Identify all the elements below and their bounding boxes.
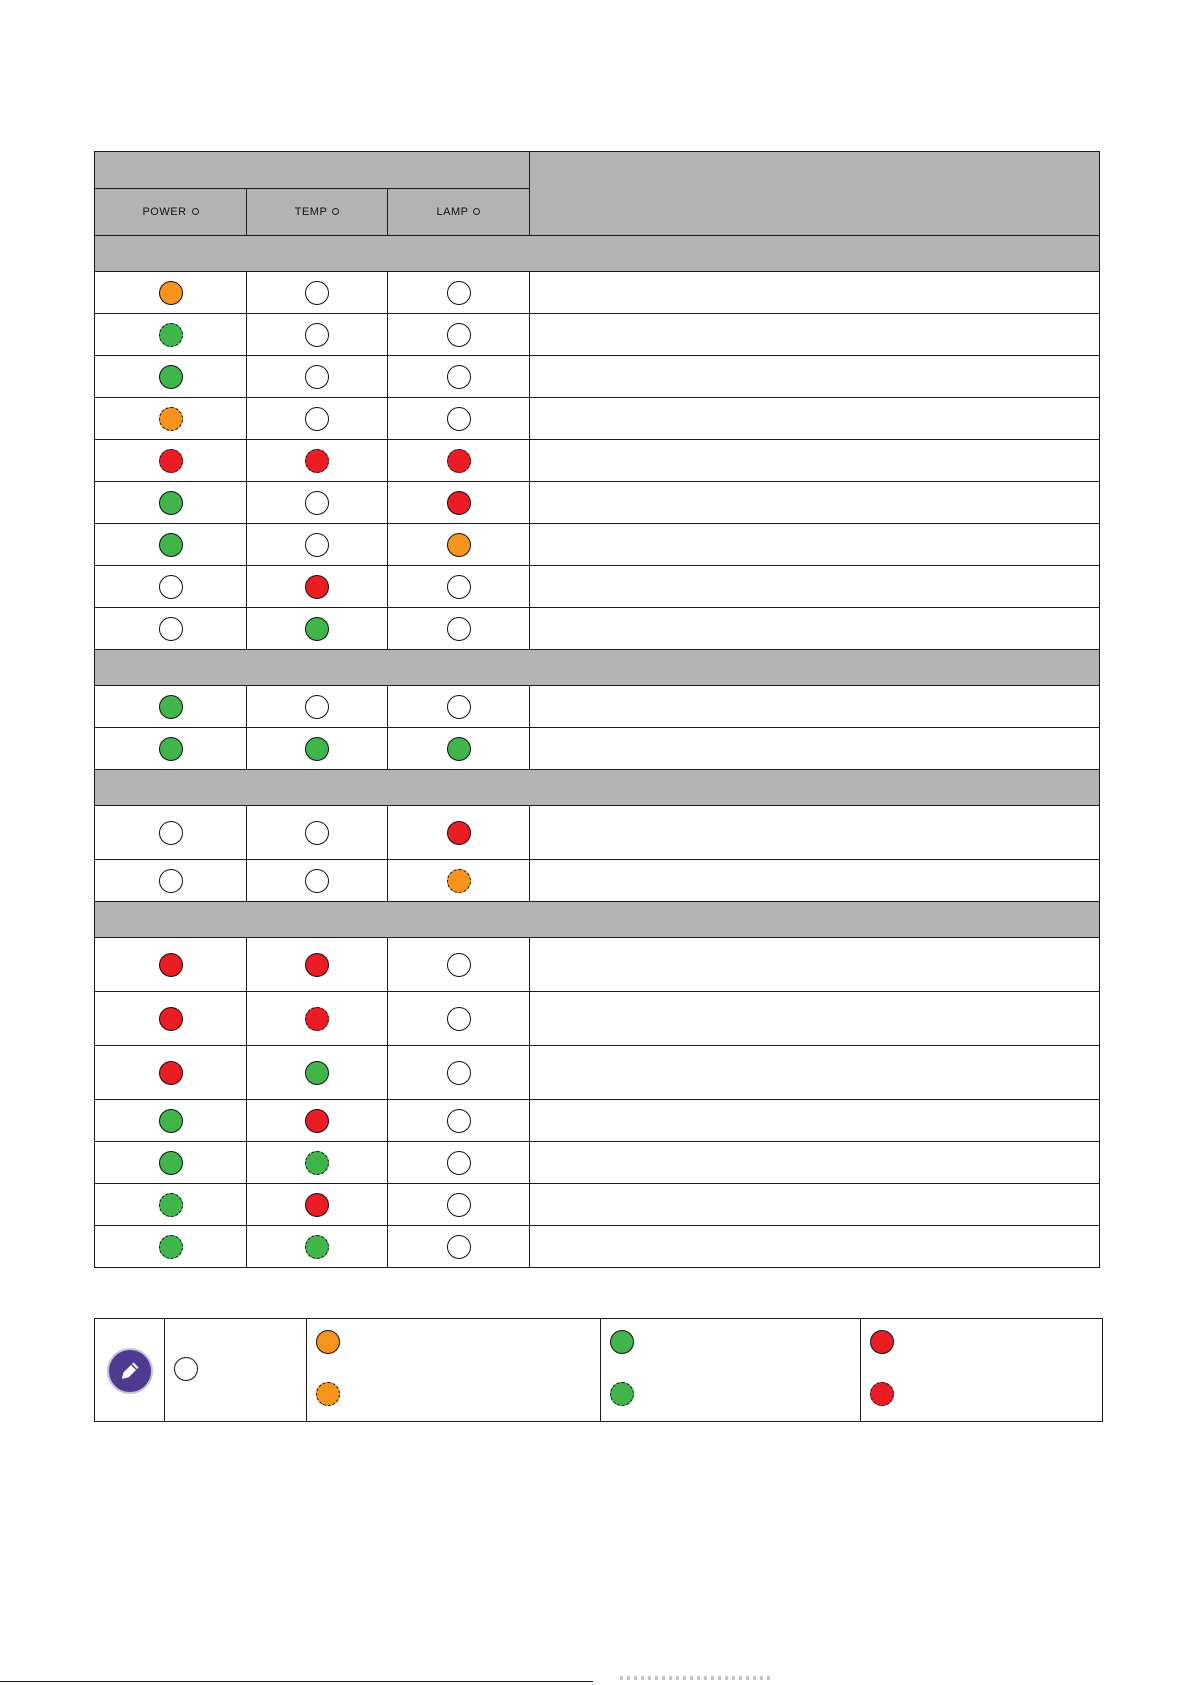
power-cell (95, 938, 247, 992)
power-led-off-icon (159, 617, 183, 641)
lamp-led-off-icon (447, 1109, 471, 1133)
legend-off-icon (174, 1357, 198, 1381)
temp-cell (247, 440, 388, 482)
lamp-led-red-icon (447, 491, 471, 515)
lamp-cell (388, 1226, 530, 1268)
lamp-led-off-icon (447, 1235, 471, 1259)
table-row (95, 1100, 1100, 1142)
legend-red-cell (860, 1319, 1102, 1421)
lamp-cell (388, 272, 530, 314)
lamp-cell (388, 938, 530, 992)
lamp-led-off-icon (447, 1193, 471, 1217)
legend-orange-flashing-icon (316, 1382, 340, 1406)
lamp-led-off-icon (447, 281, 471, 305)
lamp-cell (388, 1100, 530, 1142)
lamp-cell (388, 398, 530, 440)
table-row (95, 1226, 1100, 1268)
power-led-off-icon (159, 869, 183, 893)
table-row (95, 314, 1100, 356)
power-led-green-icon (159, 1109, 183, 1133)
table-row (95, 686, 1100, 728)
temp-led-off-icon (305, 869, 329, 893)
indicator-group-header (95, 152, 530, 189)
lamp-cell (388, 806, 530, 860)
lamp-led-off-icon (447, 617, 471, 641)
table-row (95, 356, 1100, 398)
temp-cell (247, 1184, 388, 1226)
temp-cell (247, 398, 388, 440)
power-cell (95, 482, 247, 524)
temp-led-green-flashing-icon (305, 1151, 329, 1175)
lamp-cell (388, 992, 530, 1046)
group-title (95, 770, 1100, 806)
power-led-green-flashing-icon (159, 1235, 183, 1259)
power-cell (95, 1142, 247, 1184)
temp-cell (247, 806, 388, 860)
status-description (530, 314, 1100, 356)
temp-cell (247, 1100, 388, 1142)
power-cell (95, 860, 247, 902)
power-cell (95, 524, 247, 566)
temp-led-off-icon (305, 533, 329, 557)
temp-led-red-icon (305, 953, 329, 977)
status-description (530, 1100, 1100, 1142)
legend-off-cell (164, 1319, 307, 1421)
table-row (95, 1142, 1100, 1184)
lamp-led-off-icon (447, 1061, 471, 1085)
status-description (530, 482, 1100, 524)
status-description (530, 1046, 1100, 1100)
lamp-led-off-icon (447, 695, 471, 719)
temp-cell (247, 566, 388, 608)
temp-cell (247, 356, 388, 398)
temp-led-red-icon (305, 1193, 329, 1217)
temp-led-off-icon (305, 695, 329, 719)
lamp-cell (388, 728, 530, 770)
table-row (95, 806, 1100, 860)
status-description-header (530, 152, 1100, 236)
temp-cell (247, 686, 388, 728)
temp-column-header: TEMP (247, 189, 388, 236)
power-cell (95, 608, 247, 650)
legend-orange-cell (306, 1319, 601, 1421)
power-led-red-icon (159, 1061, 183, 1085)
group-header-row (95, 236, 1100, 272)
lamp-led-off-icon (447, 1151, 471, 1175)
power-led-green-flashing-icon (159, 323, 183, 347)
temp-cell (247, 860, 388, 902)
temp-led-off-icon (305, 821, 329, 845)
power-led-green-icon (159, 695, 183, 719)
status-description (530, 356, 1100, 398)
temp-led-off-icon (305, 323, 329, 347)
power-indicator-icon (192, 208, 199, 215)
power-led-red-icon (159, 1007, 183, 1031)
lamp-led-off-icon (447, 323, 471, 347)
lamp-led-off-icon (447, 365, 471, 389)
lamp-cell (388, 356, 530, 398)
power-cell (95, 1226, 247, 1268)
power-cell (95, 356, 247, 398)
power-cell (95, 1100, 247, 1142)
table-row (95, 1046, 1100, 1100)
lamp-cell (388, 608, 530, 650)
temp-led-red-icon (305, 1109, 329, 1133)
temp-led-off-icon (305, 407, 329, 431)
power-led-green-icon (159, 365, 183, 389)
status-description (530, 806, 1100, 860)
temp-led-green-icon (305, 737, 329, 761)
lamp-cell (388, 1142, 530, 1184)
table-row (95, 440, 1100, 482)
group-title (95, 902, 1100, 938)
power-cell (95, 440, 247, 482)
power-cell (95, 314, 247, 356)
power-cell (95, 1184, 247, 1226)
power-cell (95, 806, 247, 860)
lamp-cell (388, 314, 530, 356)
lamp-led-off-icon (447, 1007, 471, 1031)
temp-cell (247, 938, 388, 992)
temp-led-off-icon (305, 365, 329, 389)
group-title (95, 650, 1100, 686)
temp-led-green-icon (305, 1061, 329, 1085)
status-description (530, 1142, 1100, 1184)
table-row (95, 566, 1100, 608)
temp-cell (247, 728, 388, 770)
table-row (95, 1184, 1100, 1226)
power-cell (95, 728, 247, 770)
table-row (95, 608, 1100, 650)
temp-cell (247, 482, 388, 524)
power-cell (95, 686, 247, 728)
table-row (95, 938, 1100, 992)
lamp-led-orange-flashing-icon (447, 869, 471, 893)
led-indicator-table (94, 151, 1100, 1268)
power-led-orange-icon (159, 281, 183, 305)
lamp-indicator-icon (473, 208, 480, 215)
lamp-cell (388, 860, 530, 902)
power-led-green-icon (159, 737, 183, 761)
power-cell (95, 398, 247, 440)
lamp-cell (388, 1184, 530, 1226)
status-description (530, 566, 1100, 608)
group-title (95, 236, 1100, 272)
temp-led-red-flashing-icon (305, 1007, 329, 1031)
power-led-green-icon (159, 1151, 183, 1175)
group-header-row (95, 902, 1100, 938)
legend-green-icon (610, 1330, 634, 1354)
power-led-orange-flashing-icon (159, 407, 183, 431)
temp-led-off-icon (305, 281, 329, 305)
table-row (95, 272, 1100, 314)
status-description (530, 686, 1100, 728)
group-header-row (95, 650, 1100, 686)
status-description (530, 398, 1100, 440)
temp-led-red-icon (305, 575, 329, 599)
lamp-led-green-icon (447, 737, 471, 761)
led-table-body (95, 236, 1100, 1268)
power-led-green-icon (159, 533, 183, 557)
table-row (95, 860, 1100, 902)
legend-green-flashing-icon (610, 1382, 634, 1406)
lamp-column-header: LAMP (388, 189, 530, 236)
temp-indicator-icon (332, 208, 339, 215)
legend-orange-icon (316, 1330, 340, 1354)
temp-led-off-icon (305, 491, 329, 515)
power-cell (95, 272, 247, 314)
footer-rule (0, 1681, 593, 1682)
temp-cell (247, 1142, 388, 1184)
table-row (95, 992, 1100, 1046)
temp-cell (247, 1046, 388, 1100)
power-cell (95, 1046, 247, 1100)
legend-red-flashing-icon (870, 1382, 894, 1406)
lamp-cell (388, 1046, 530, 1100)
led-legend (94, 1318, 1103, 1422)
temp-cell (247, 608, 388, 650)
lamp-cell (388, 686, 530, 728)
pencil-icon (107, 1348, 153, 1394)
lamp-cell (388, 566, 530, 608)
status-description (530, 1226, 1100, 1268)
power-column-header: POWER (95, 189, 247, 236)
note-icon-cell (95, 1319, 165, 1421)
status-description (530, 992, 1100, 1046)
power-led-green-flashing-icon (159, 1193, 183, 1217)
temp-led-green-icon (305, 617, 329, 641)
legend-green-cell (600, 1319, 861, 1421)
status-description (530, 938, 1100, 992)
power-cell (95, 566, 247, 608)
power-led-off-icon (159, 575, 183, 599)
temp-cell (247, 1226, 388, 1268)
status-description (530, 860, 1100, 902)
status-description (530, 608, 1100, 650)
temp-cell (247, 992, 388, 1046)
temp-cell (247, 524, 388, 566)
temp-cell (247, 272, 388, 314)
lamp-led-off-icon (447, 953, 471, 977)
temp-cell (247, 314, 388, 356)
power-cell (95, 992, 247, 1046)
lamp-led-red-flashing-icon (447, 449, 471, 473)
power-led-red-icon (159, 953, 183, 977)
lamp-led-orange-icon (447, 533, 471, 557)
legend-red-icon (870, 1330, 894, 1354)
lamp-cell (388, 524, 530, 566)
group-header-row (95, 770, 1100, 806)
status-description (530, 1184, 1100, 1226)
lamp-led-off-icon (447, 407, 471, 431)
status-description (530, 524, 1100, 566)
status-description (530, 272, 1100, 314)
table-row (95, 728, 1100, 770)
temp-led-red-flashing-icon (305, 449, 329, 473)
lamp-led-red-icon (447, 821, 471, 845)
lamp-cell (388, 482, 530, 524)
footer-bleed-text (620, 1676, 770, 1680)
power-led-off-icon (159, 821, 183, 845)
status-description (530, 440, 1100, 482)
lamp-cell (388, 440, 530, 482)
power-led-red-flashing-icon (159, 449, 183, 473)
lamp-led-off-icon (447, 575, 471, 599)
table-row (95, 482, 1100, 524)
table-row (95, 524, 1100, 566)
power-led-green-icon (159, 491, 183, 515)
temp-led-green-flashing-icon (305, 1235, 329, 1259)
table-row (95, 398, 1100, 440)
status-description (530, 728, 1100, 770)
